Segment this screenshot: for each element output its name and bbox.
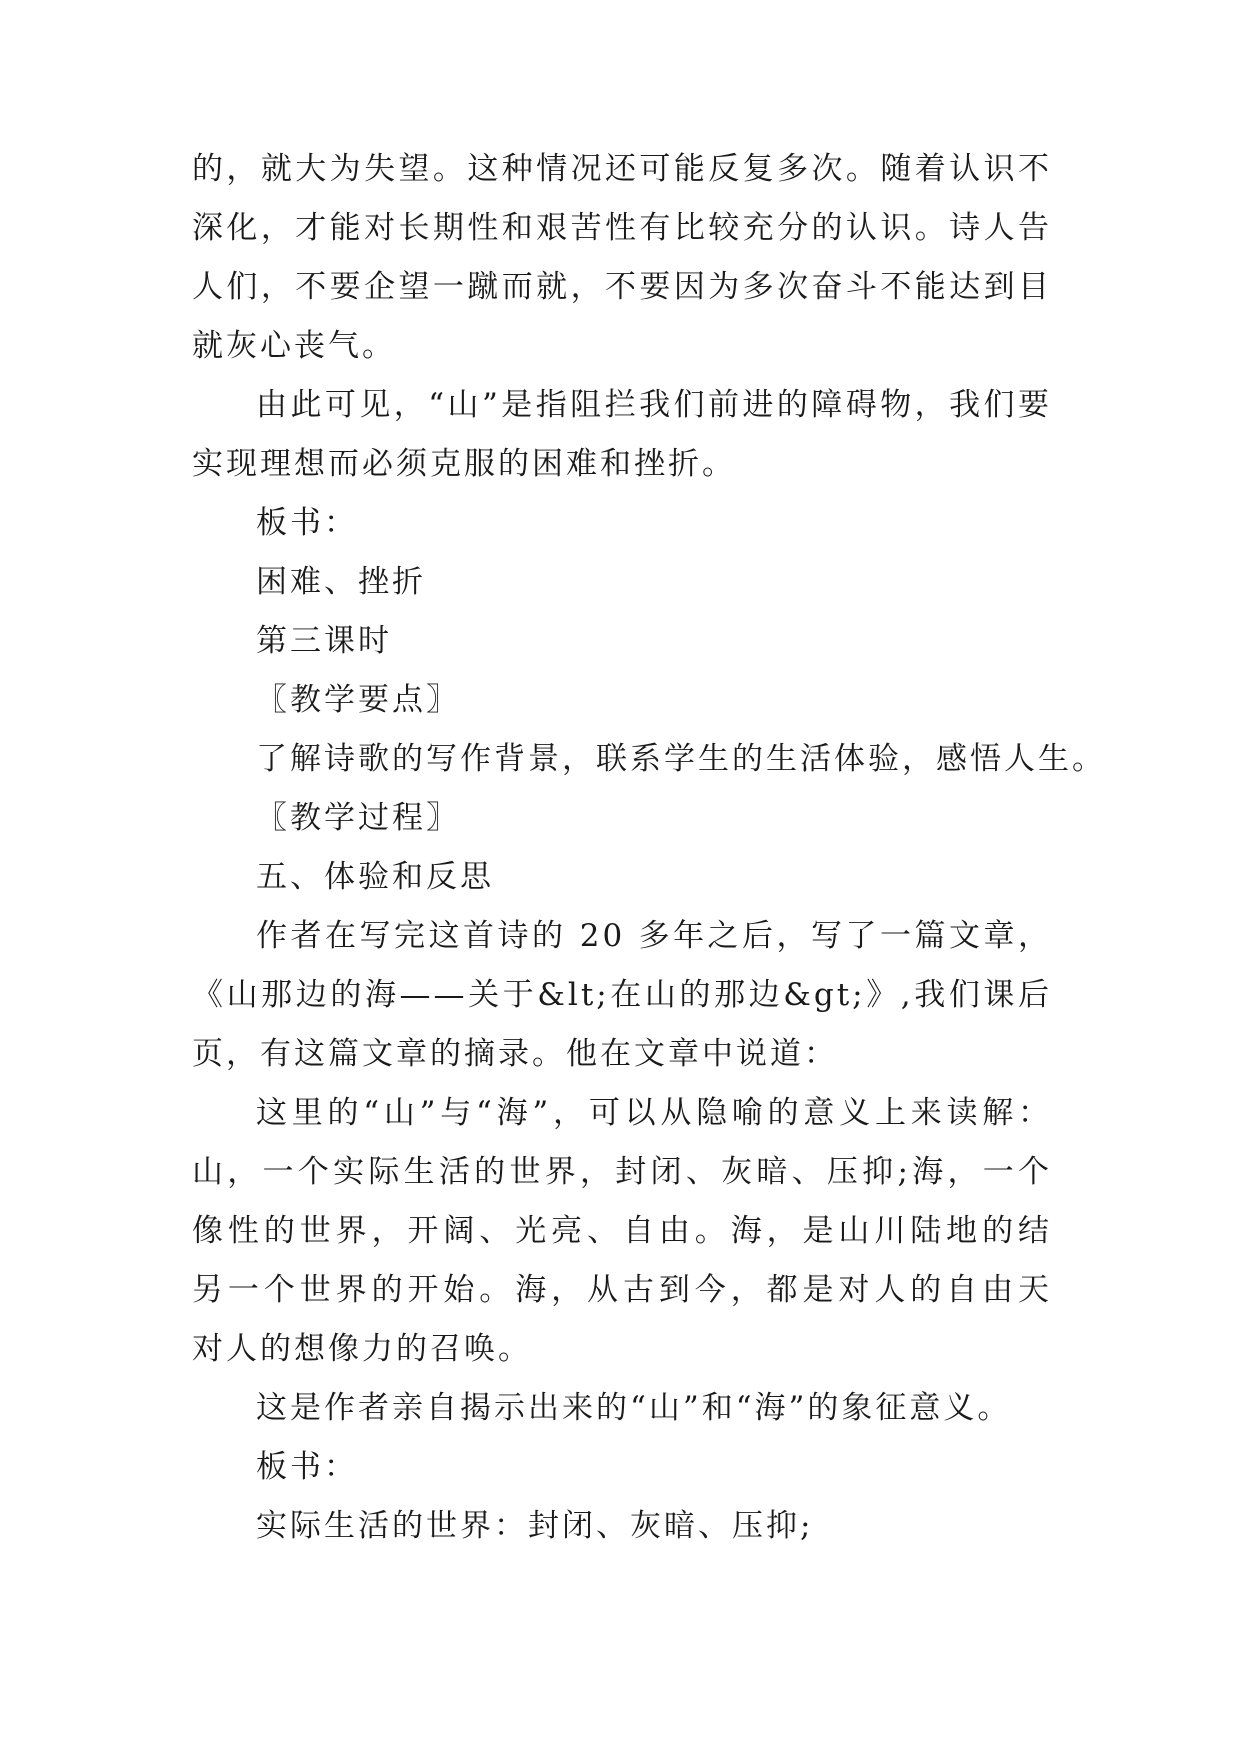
text-line: 人们，不要企望一蹴而就，不要因为多次奋斗不能达到目 [192,269,1052,305]
text-line: 的，就大为失望。这种情况还可能反复多次。随着认识不 [192,151,1052,187]
text-line: 页，有这篇文章的摘录。他在文章中说道： [192,1036,838,1072]
text-line: 实现理想而必须克服的困难和挫折。 [192,446,736,482]
text-line: 山，一个实际生活的世界，封闭、灰暗、压抑;海，一个 [192,1154,1052,1190]
text-line: 了解诗歌的写作背景，联系学生的生活体验，感悟人生。 [256,741,1106,777]
text-line: 就灰心丧气。 [192,328,396,364]
text-line: 《山那边的海——关于&lt;在山的那边&gt;》,我们课后 [192,977,1052,1013]
text-line: 对人的想像力的召唤。 [192,1331,532,1367]
text-line: 像性的世界，开阔、光亮、自由。海，是山川陆地的结 [192,1213,1052,1249]
section-heading: 〖教学过程〗 [256,800,460,836]
text-line: 实际生活的世界：封闭、灰暗、压抑; [256,1508,814,1544]
text-line: 由此可见，“山”是指阻拦我们前进的障碍物，我们要 [256,387,1052,423]
text-line: 这是作者亲自揭示出来的“山”和“海”的象征意义。 [256,1390,1012,1426]
text-line: 板书： [256,1449,358,1485]
text-line: 作者在写完这首诗的 20 多年之后，写了一篇文章， [256,918,1052,954]
section-heading: 第三课时 [256,623,392,659]
document-page [192,140,1106,1556]
text-line: 另一个世界的开始。海，从古到今，都是对人的自由天 [192,1272,1052,1308]
text-line: 困难、挫折 [256,564,426,600]
text-line: 深化，才能对长期性和艰苦性有比较充分的认识。诗人告 [192,210,1052,246]
text-line: 板书： [256,505,358,541]
section-heading: 〖教学要点〗 [256,682,460,718]
text-line: 这里的“山”与“海”，可以从隐喻的意义上来读解： [256,1095,1052,1131]
section-heading: 五、体验和反思 [256,859,494,895]
